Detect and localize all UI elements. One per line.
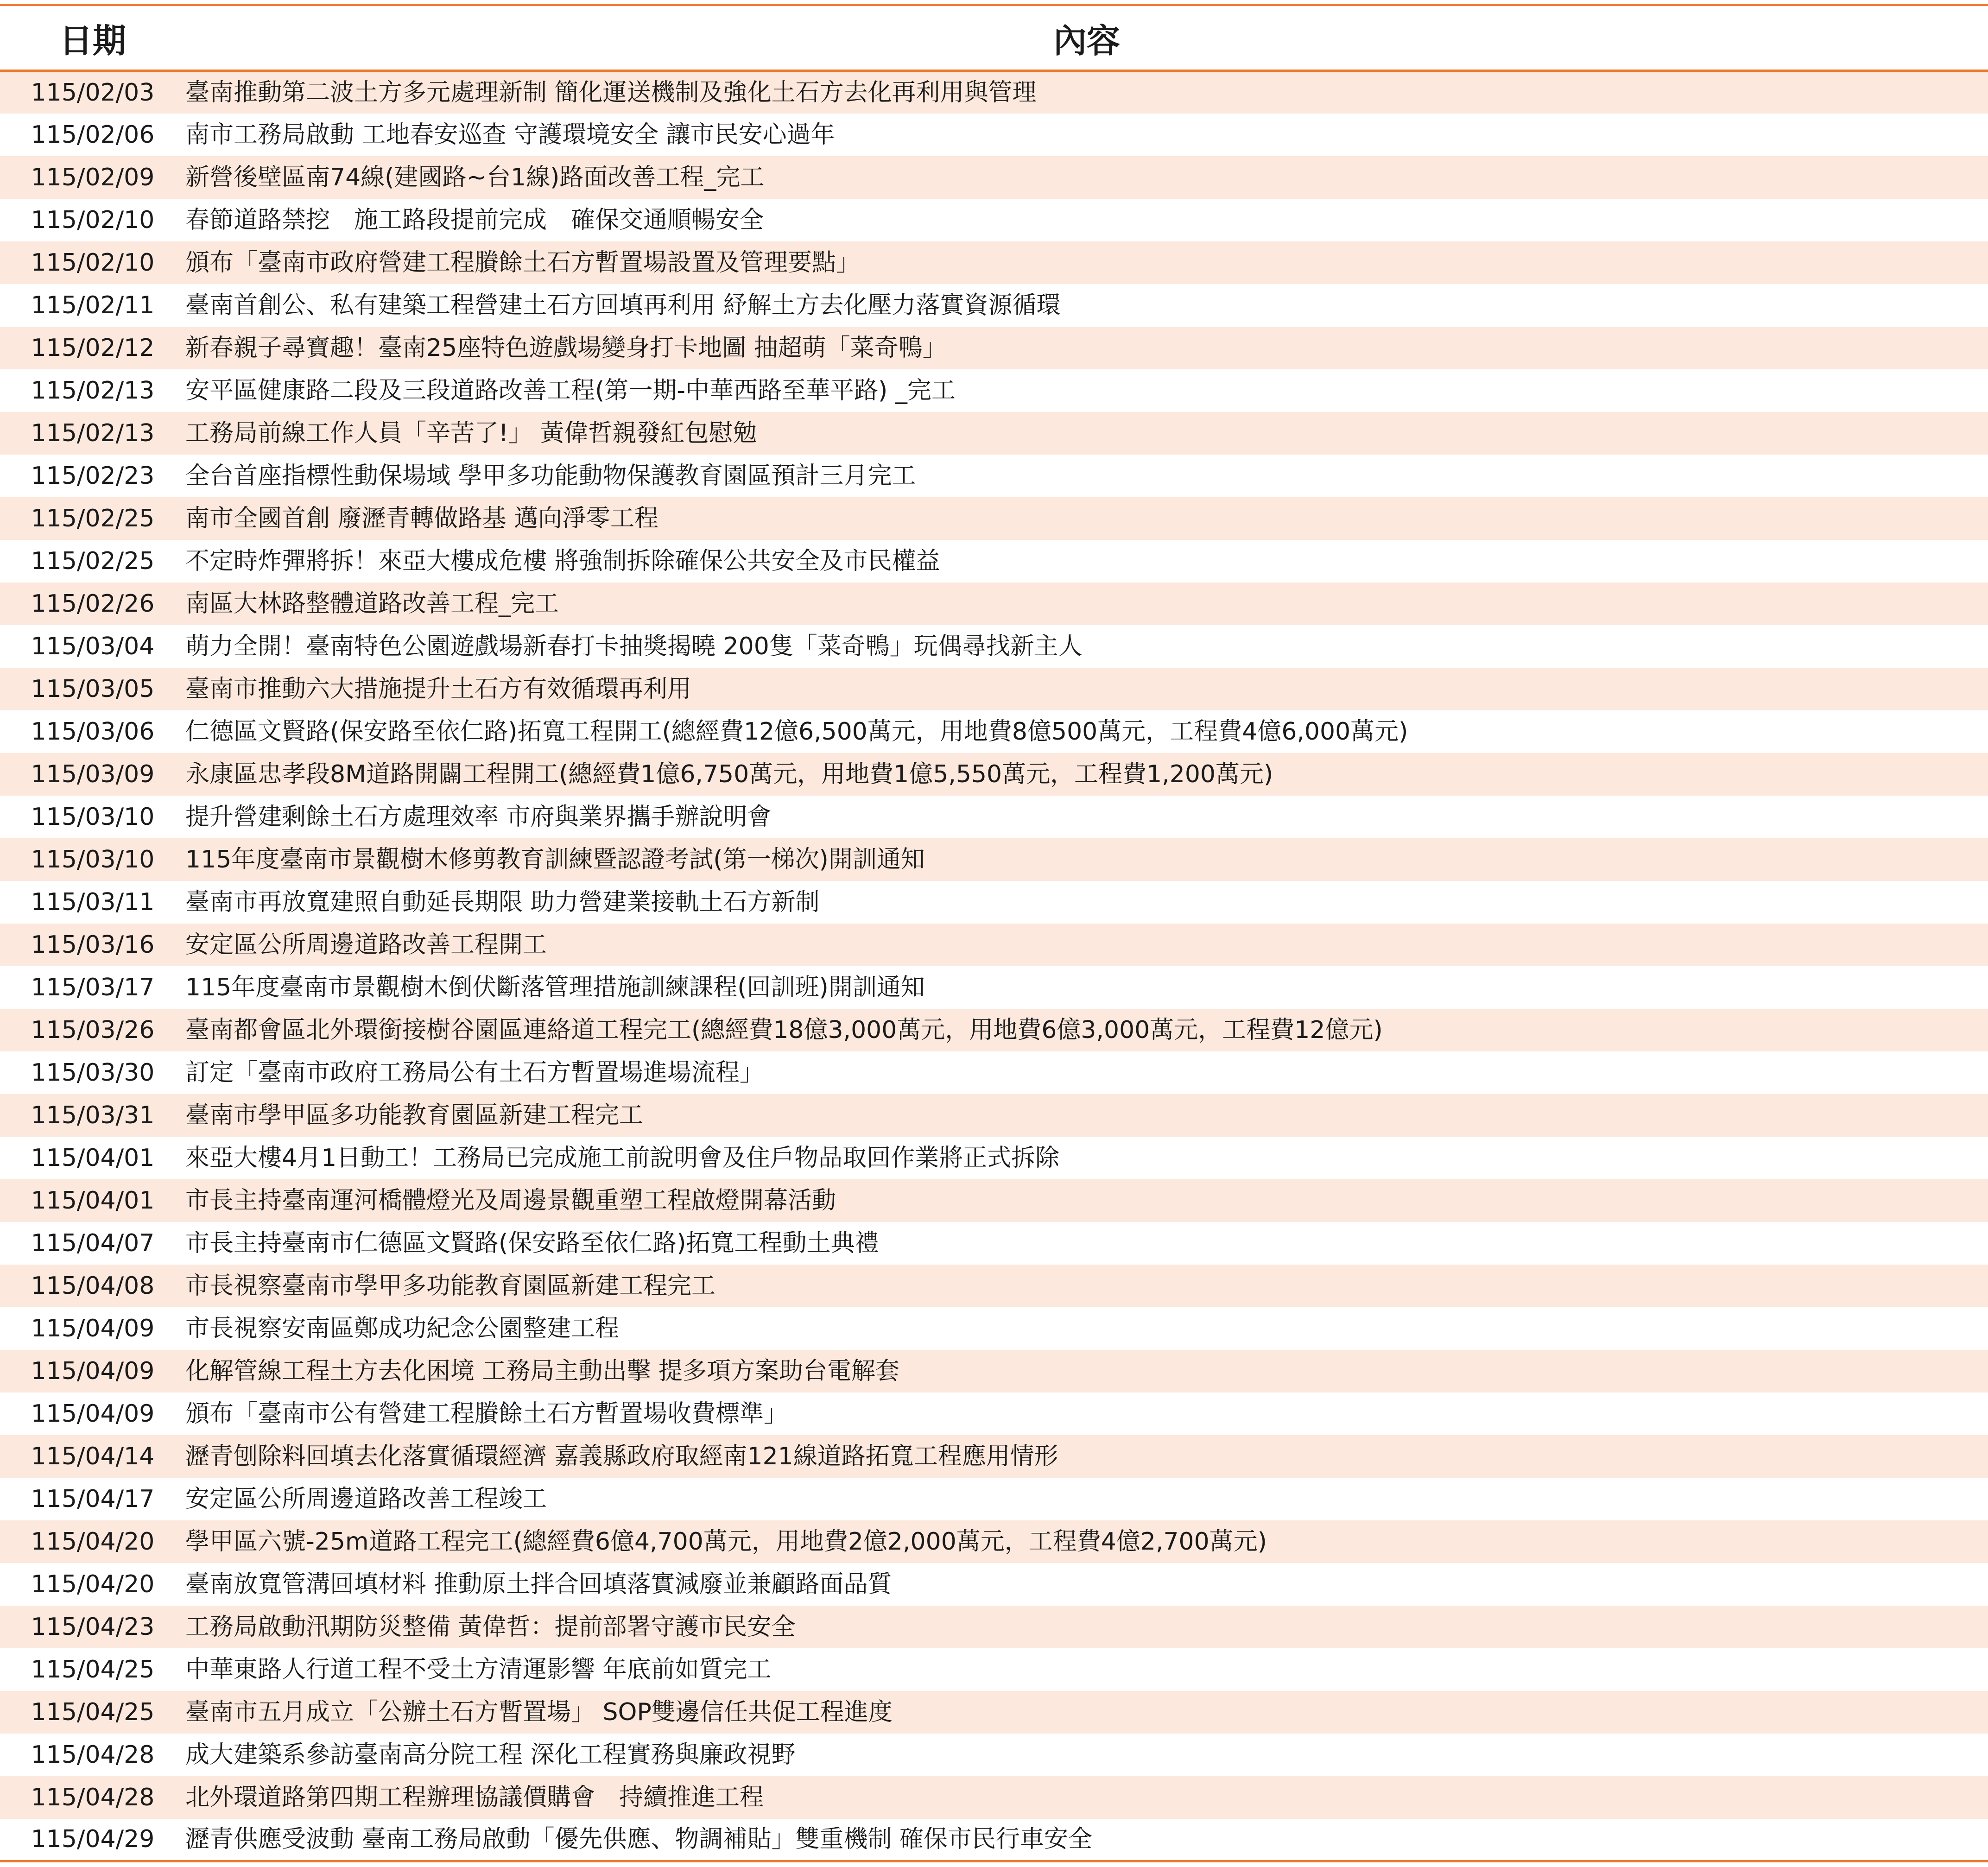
table-row[interactable] bbox=[0, 668, 1988, 710]
row-title-link[interactable]: 北外環道路第四期工程辦理協議價購會 持續推進工程 bbox=[185, 1776, 1988, 1819]
row-date: 115/04/07 bbox=[0, 1222, 185, 1265]
news-table bbox=[0, 4, 1988, 1862]
table-row[interactable] bbox=[0, 625, 1988, 668]
row-title-link[interactable]: 不定時炸彈將拆！來亞大樓成危樓 將強制拆除確保公共安全及市民權益 bbox=[185, 540, 1988, 582]
row-title-link[interactable]: 頒布「臺南市政府營建工程賸餘土石方暫置場設置及管理要點」 bbox=[185, 241, 1988, 284]
content-column-header: 內容 bbox=[185, 5, 1988, 71]
row-date: 115/04/20 bbox=[0, 1563, 185, 1606]
table-row[interactable] bbox=[0, 1350, 1988, 1392]
row-date: 115/03/16 bbox=[0, 924, 185, 966]
row-date: 115/04/28 bbox=[0, 1776, 185, 1819]
table-row[interactable] bbox=[0, 1392, 1988, 1435]
row-date: 115/03/06 bbox=[0, 710, 185, 753]
row-title-link[interactable]: 臺南都會區北外環銜接樹谷園區連絡道工程完工(總經費18億3,000萬元，用地費6億3,000萬元，工程費12億元) bbox=[185, 1009, 1988, 1051]
table-row[interactable] bbox=[0, 924, 1988, 966]
table-row[interactable] bbox=[0, 412, 1988, 455]
row-date: 115/04/29 bbox=[0, 1819, 185, 1861]
table-row[interactable] bbox=[0, 1222, 1988, 1265]
row-date: 115/02/10 bbox=[0, 241, 185, 284]
table-row[interactable] bbox=[0, 966, 1988, 1009]
row-date: 115/03/31 bbox=[0, 1094, 185, 1137]
row-date: 115/02/12 bbox=[0, 327, 185, 369]
row-date: 115/02/03 bbox=[0, 71, 185, 114]
table-row[interactable] bbox=[0, 540, 1988, 582]
header-row bbox=[0, 5, 1988, 71]
row-date: 115/03/09 bbox=[0, 753, 185, 796]
row-date: 115/03/11 bbox=[0, 881, 185, 924]
row-title-link[interactable]: 訂定「臺南市政府工務局公有土石方暫置場進場流程」 bbox=[185, 1051, 1988, 1094]
row-date: 115/04/09 bbox=[0, 1307, 185, 1350]
table-row[interactable] bbox=[0, 710, 1988, 753]
table-row[interactable] bbox=[0, 1051, 1988, 1094]
table-row[interactable] bbox=[0, 1606, 1988, 1648]
row-title-link[interactable]: 臺南市再放寬建照自動延長期限 助力營建業接軌土石方新制 bbox=[185, 881, 1988, 924]
table-row[interactable] bbox=[0, 1307, 1988, 1350]
table-row[interactable] bbox=[0, 369, 1988, 412]
row-title-link[interactable]: 臺南市學甲區多功能教育園區新建工程完工 bbox=[185, 1094, 1988, 1137]
table-row[interactable] bbox=[0, 241, 1988, 284]
row-date: 115/02/06 bbox=[0, 114, 185, 156]
table-row[interactable] bbox=[0, 327, 1988, 369]
row-title-link[interactable]: 中華東路人行道工程不受土方清運影響 年底前如質完工 bbox=[185, 1648, 1988, 1691]
table-row[interactable] bbox=[0, 199, 1988, 241]
row-title-link[interactable]: 臺南放寬管溝回填材料 推動原土拌合回填落實減廢並兼顧路面品質 bbox=[185, 1563, 1988, 1606]
table-row[interactable] bbox=[0, 1137, 1988, 1179]
row-date: 115/02/25 bbox=[0, 497, 185, 540]
row-title-link[interactable]: 安平區健康路二段及三段道路改善工程(第一期-中華西路至華平路) _完工 bbox=[185, 369, 1988, 412]
row-date: 115/03/30 bbox=[0, 1051, 185, 1094]
row-date: 115/02/13 bbox=[0, 412, 185, 455]
row-title-link[interactable]: 工務局前線工作人員「辛苦了!」 黃偉哲親發紅包慰勉 bbox=[185, 412, 1988, 455]
row-title-link[interactable]: 工務局啟動汛期防災整備 黃偉哲：提前部署守護市民安全 bbox=[185, 1606, 1988, 1648]
row-title-link[interactable]: 新營後壁區南74線(建國路~台1線)路面改善工程_完工 bbox=[185, 156, 1988, 199]
table-row[interactable] bbox=[0, 114, 1988, 156]
row-title-link[interactable]: 臺南首創公、私有建築工程營建土石方回填再利用 紓解土方去化壓力落實資源循環 bbox=[185, 284, 1988, 327]
row-date: 115/04/09 bbox=[0, 1392, 185, 1435]
table-row[interactable] bbox=[0, 284, 1988, 327]
row-title-link[interactable]: 永康區忠孝段8M道路開闢工程開工(總經費1億6,750萬元，用地費1億5,550萬元，工程費1,200萬元) bbox=[185, 753, 1988, 796]
row-title-link[interactable]: 新春親子尋寶趣！臺南25座特色遊戲場變身打卡地圖 抽超萌「菜奇鴨」 bbox=[185, 327, 1988, 369]
row-date: 115/04/28 bbox=[0, 1734, 185, 1776]
row-title-link[interactable]: 市長視察安南區鄭成功紀念公園整建工程 bbox=[185, 1307, 1988, 1350]
row-date: 115/02/10 bbox=[0, 199, 185, 241]
table-row[interactable] bbox=[0, 1691, 1988, 1734]
row-title-link[interactable]: 臺南市推動六大措施提升土石方有效循環再利用 bbox=[185, 668, 1988, 710]
row-title-link[interactable]: 成大建築系參訪臺南高分院工程 深化工程實務與廉政視野 bbox=[185, 1734, 1988, 1776]
table-row[interactable] bbox=[0, 455, 1988, 497]
row-title-link[interactable]: 臺南推動第二波土方多元處理新制 簡化運送機制及強化土石方去化再利用與管理 bbox=[185, 71, 1988, 114]
row-title-link[interactable]: 學甲區六號-25m道路工程完工(總經費6億4,700萬元，用地費2億2,000萬元，工程費4億2,700萬元) bbox=[185, 1520, 1988, 1563]
row-date: 115/02/11 bbox=[0, 284, 185, 327]
row-date: 115/04/25 bbox=[0, 1648, 185, 1691]
table-row[interactable] bbox=[0, 497, 1988, 540]
row-date: 115/04/17 bbox=[0, 1478, 185, 1520]
row-date: 115/04/25 bbox=[0, 1691, 185, 1734]
table-row[interactable] bbox=[0, 1435, 1988, 1478]
row-title-link[interactable]: 115年度臺南市景觀樹木倒伏斷落管理措施訓練課程(回訓班)開訓通知 bbox=[185, 966, 1988, 1009]
row-date: 115/02/26 bbox=[0, 582, 185, 625]
table-row[interactable] bbox=[0, 753, 1988, 796]
table-row[interactable] bbox=[0, 1478, 1988, 1520]
table-row[interactable] bbox=[0, 1520, 1988, 1563]
row-title-link[interactable]: 南市全國首創 廢瀝青轉做路基 邁向淨零工程 bbox=[185, 497, 1988, 540]
row-date: 115/03/05 bbox=[0, 668, 185, 710]
row-title-link[interactable]: 市長主持臺南市仁德區文賢路(保安路至依仁路)拓寬工程動土典禮 bbox=[185, 1222, 1988, 1265]
row-date: 115/03/04 bbox=[0, 625, 185, 668]
row-date: 115/03/17 bbox=[0, 966, 185, 1009]
row-title-link[interactable]: 臺南市五月成立「公辦土石方暫置場」 SOP雙邊信任共促工程進度 bbox=[185, 1691, 1988, 1734]
table-body bbox=[0, 71, 1988, 1861]
table-row[interactable] bbox=[0, 881, 1988, 924]
row-title-link[interactable]: 提升營建剩餘土石方處理效率 市府與業界攜手辦說明會 bbox=[185, 796, 1988, 838]
row-title-link[interactable]: 安定區公所周邊道路改善工程竣工 bbox=[185, 1478, 1988, 1520]
row-title-link[interactable]: 瀝青供應受波動 臺南工務局啟動「優先供應、物調補貼」雙重機制 確保市民行車安全 bbox=[185, 1819, 1988, 1861]
row-title-link[interactable]: 萌力全開！臺南特色公園遊戲場新春打卡抽獎揭曉 200隻「菜奇鴨」玩偶尋找新主人 bbox=[185, 625, 1988, 668]
row-date: 115/04/23 bbox=[0, 1606, 185, 1648]
table-row[interactable] bbox=[0, 1819, 1988, 1861]
table-row[interactable] bbox=[0, 1648, 1988, 1691]
row-date: 115/02/09 bbox=[0, 156, 185, 199]
date-column-header: 日期 bbox=[0, 5, 185, 71]
row-date: 115/04/14 bbox=[0, 1435, 185, 1478]
table-row[interactable] bbox=[0, 582, 1988, 625]
table-row[interactable] bbox=[0, 796, 1988, 838]
table-row[interactable] bbox=[0, 1009, 1988, 1051]
table-row[interactable] bbox=[0, 838, 1988, 881]
row-title-link[interactable]: 全台首座指標性動保場域 學甲多功能動物保護教育園區預計三月完工 bbox=[185, 455, 1988, 497]
row-title-link[interactable]: 春節道路禁挖 施工路段提前完成 確保交通順暢安全 bbox=[185, 199, 1988, 241]
row-title-link[interactable]: 115年度臺南市景觀樹木修剪教育訓練暨認證考試(第一梯次)開訓通知 bbox=[185, 838, 1988, 881]
row-title-link[interactable]: 南市工務局啟動 工地春安巡查 守護環境安全 讓市民安心過年 bbox=[185, 114, 1988, 156]
row-title-link[interactable]: 頒布「臺南市公有營建工程賸餘土石方暫置場收費標準」 bbox=[185, 1392, 1988, 1435]
table-row[interactable] bbox=[0, 1094, 1988, 1137]
row-date: 115/04/09 bbox=[0, 1350, 185, 1392]
row-date: 115/04/01 bbox=[0, 1179, 185, 1222]
row-date: 115/04/20 bbox=[0, 1520, 185, 1563]
table-row[interactable] bbox=[0, 1563, 1988, 1606]
table-row[interactable] bbox=[0, 1734, 1988, 1776]
table-header bbox=[0, 5, 1988, 71]
table-row[interactable] bbox=[0, 1265, 1988, 1307]
row-title-link[interactable]: 安定區公所周邊道路改善工程開工 bbox=[185, 924, 1988, 966]
row-title-link[interactable]: 化解管線工程土方去化困境 工務局主動出擊 提多項方案助台電解套 bbox=[185, 1350, 1988, 1392]
row-title-link[interactable]: 來亞大樓4月1日動工！工務局已完成施工前說明會及住戶物品取回作業將正式拆除 bbox=[185, 1137, 1988, 1179]
row-title-link[interactable]: 市長主持臺南運河橋體燈光及周邊景觀重塑工程啟燈開幕活動 bbox=[185, 1179, 1988, 1222]
row-date: 115/04/08 bbox=[0, 1265, 185, 1307]
table-row[interactable] bbox=[0, 1179, 1988, 1222]
row-date: 115/02/13 bbox=[0, 369, 185, 412]
row-title-link[interactable]: 南區大林路整體道路改善工程_完工 bbox=[185, 582, 1988, 625]
row-date: 115/03/26 bbox=[0, 1009, 185, 1051]
row-title-link[interactable]: 仁德區文賢路(保安路至依仁路)拓寬工程開工(總經費12億6,500萬元，用地費8億500萬元，工程費4億6,000萬元) bbox=[185, 710, 1988, 753]
row-date: 115/03/10 bbox=[0, 796, 185, 838]
row-title-link[interactable]: 瀝青刨除料回填去化落實循環經濟 嘉義縣政府取經南121線道路拓寬工程應用情形 bbox=[185, 1435, 1988, 1478]
row-title-link[interactable]: 市長視察臺南市學甲多功能教育園區新建工程完工 bbox=[185, 1265, 1988, 1307]
row-date: 115/02/23 bbox=[0, 455, 185, 497]
table-row[interactable] bbox=[0, 1776, 1988, 1819]
table-row[interactable] bbox=[0, 71, 1988, 114]
table-row[interactable] bbox=[0, 156, 1988, 199]
row-date: 115/02/25 bbox=[0, 540, 185, 582]
row-date: 115/03/10 bbox=[0, 838, 185, 881]
row-date: 115/04/01 bbox=[0, 1137, 185, 1179]
